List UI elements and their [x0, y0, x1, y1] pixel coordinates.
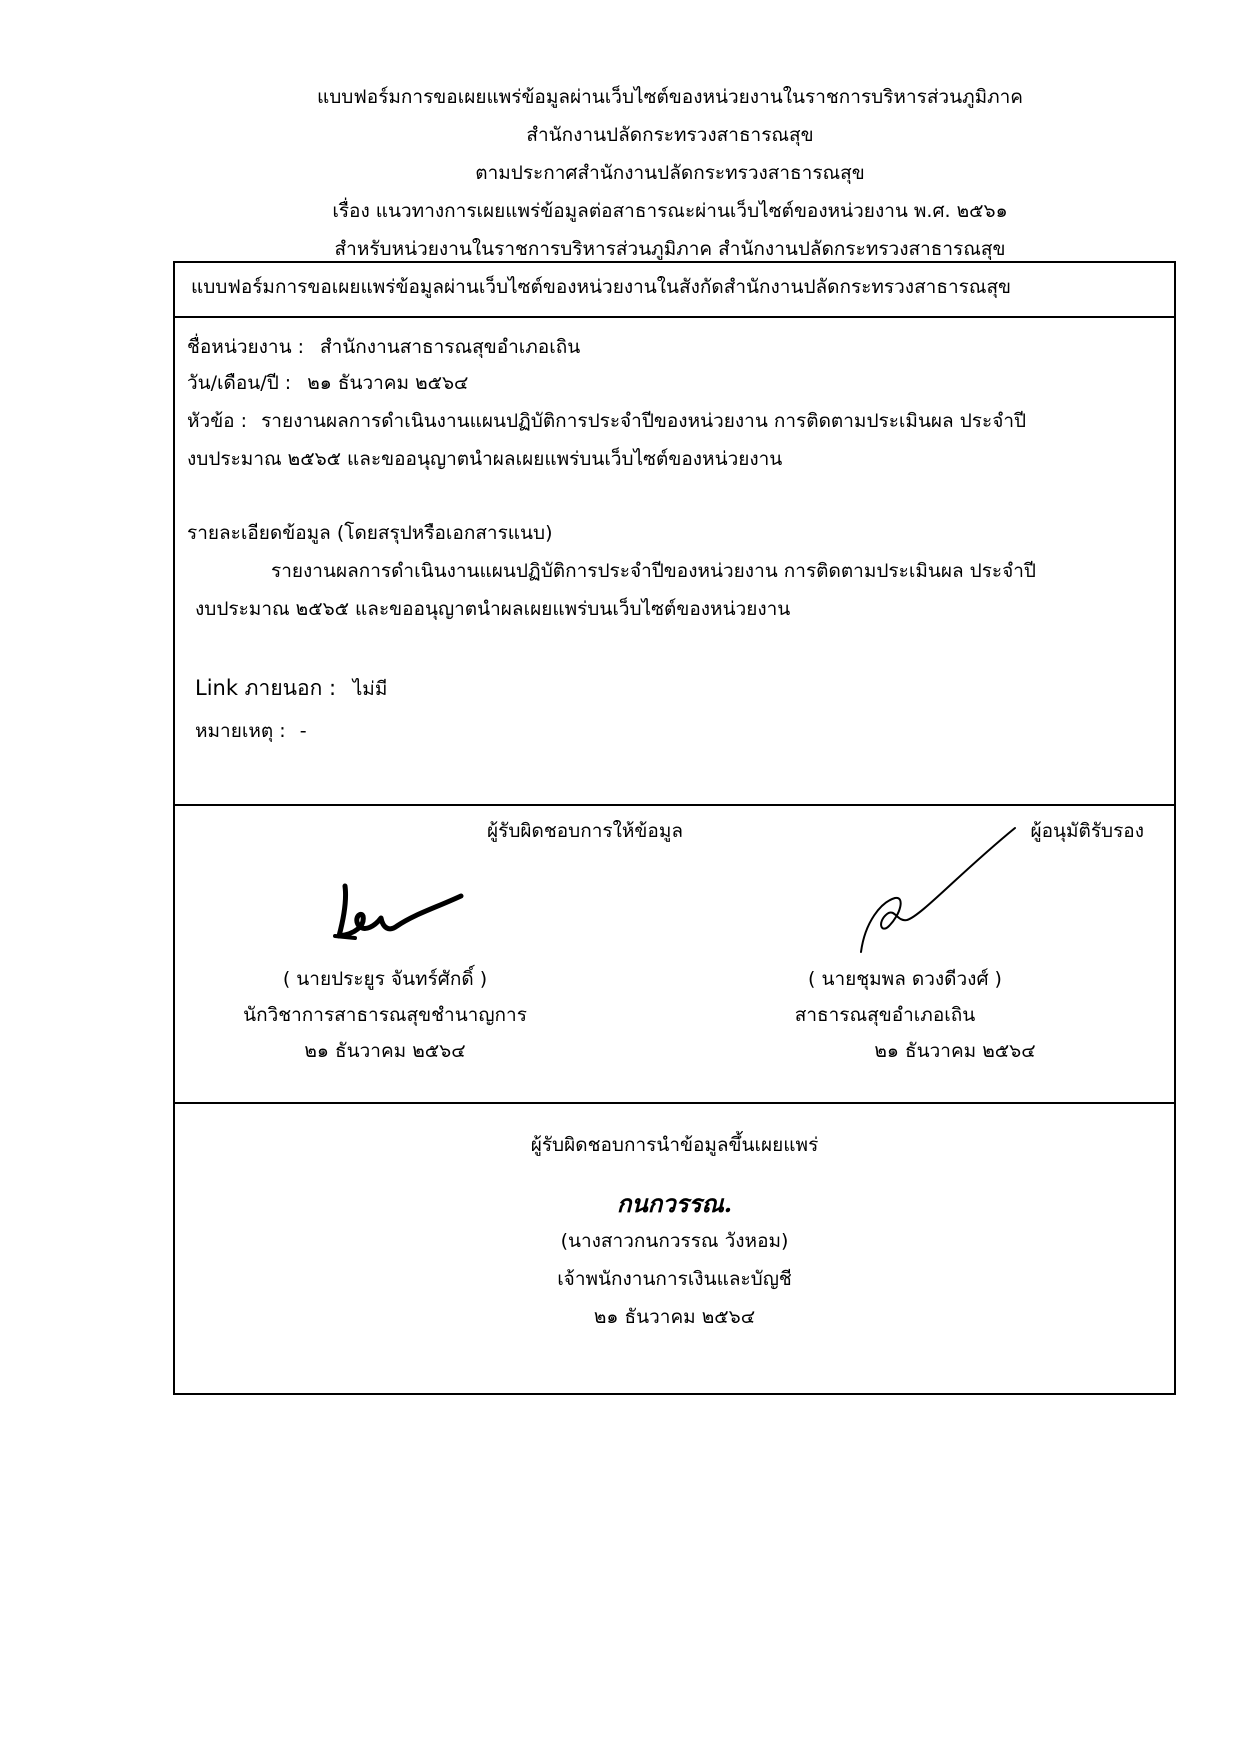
responsible-heading: ผู้รับผิดชอบการให้ข้อมูล: [487, 820, 683, 842]
subject-row: [187, 406, 1026, 436]
responsible-position: นักวิชาการสาธารณสุขชำนาญการ: [243, 1004, 527, 1026]
document-header: [170, 78, 1170, 268]
header-line-4: เรื่อง แนวทางการเผยแพร่ข้อมูลต่อสาธารณะผ่านเว็บไซต์ของหน่วยงาน พ.ศ. ๒๕๖๑: [332, 200, 1008, 222]
publisher-section: [175, 1104, 1174, 1393]
responsible-signature: [325, 856, 465, 946]
approver-heading: ผู้อนุมัติรับรอง: [1030, 820, 1144, 842]
agency-value: สำนักงานสาธารณสุขอำเภอเถิน: [320, 336, 581, 358]
note-value: -: [299, 720, 307, 742]
subject-label: หัวข้อ :: [187, 410, 248, 432]
publisher-signature: กนกวรรณ.: [616, 1189, 733, 1218]
header-line-5: สำหรับหน่วยงานในราชการบริหารส่วนภูมิภาค สำนักงานปลัดกระทรวงสาธารณสุข: [334, 238, 1006, 260]
detail-label: รายละเอียดข้อมูล (โดยสรุปหรือเอกสารแนบ): [187, 522, 553, 544]
approver-name: ( นายชุมพล ดวงดีวงศ์ ): [808, 968, 1002, 990]
subject-line-2: งบประมาณ ๒๕๖๕ และขออนุญาตนำผลเผยแพร่บนเว็บไซต์ของหน่วยงาน: [187, 448, 783, 470]
date-row: [187, 368, 468, 398]
link-row: [195, 672, 387, 705]
note-row: [195, 716, 307, 746]
agency-label: ชื่อหน่วยงาน :: [187, 336, 304, 358]
agency-row: [187, 332, 580, 362]
header-line-2: สำนักงานปลัดกระทรวงสาธารณสุข: [526, 124, 814, 146]
header-line-1: แบบฟอร์มการขอเผยแพร่ข้อมูลผ่านเว็บไซต์ของหน่วยงานในราชการบริหารส่วนภูมิภาค: [316, 86, 1024, 108]
publish-request-form: [173, 261, 1176, 1395]
info-section: [175, 318, 1174, 806]
responsible-date: ๒๑ ธันวาคม ๒๕๖๔: [304, 1040, 466, 1062]
publisher-position: เจ้าพนักงานการเงินและบัญชี: [557, 1268, 792, 1290]
detail-line-1: รายงานผลการดำเนินงานแผนปฏิบัติการประจำปีของหน่วยงาน การติดตามประเมินผล ประจำปี: [271, 560, 1036, 582]
form-title: แบบฟอร์มการขอเผยแพร่ข้อมูลผ่านเว็บไซต์ของหน่วยงานในสังกัดสำนักงานปลัดกระทรวงสาธารณสุข: [175, 263, 1174, 318]
approver-date: ๒๑ ธันวาคม ๒๕๖๔: [874, 1040, 1036, 1062]
approver-position: สาธารณสุขอำเภอเถิน: [794, 1004, 976, 1026]
note-label: หมายเหตุ :: [195, 720, 286, 742]
publisher-date: ๒๑ ธันวาคม ๒๕๖๔: [593, 1306, 756, 1328]
detail-line-2: งบประมาณ ๒๕๖๕ และขออนุญาตนำผลเผยแพร่บนเว็บไซต์ของหน่วยงาน: [195, 598, 791, 620]
publisher-name: (นางสาวกนกวรรณ วังหอม): [560, 1230, 789, 1252]
approver-signature: [851, 822, 1021, 962]
responsible-name: ( นายประยูร จันทร์ศักดิ์ ): [282, 968, 488, 990]
header-line-3: ตามประกาศสำนักงานปลัดกระทรวงสาธารณสุข: [475, 162, 865, 184]
subject-line-1: รายงานผลการดำเนินงานแผนปฏิบัติการประจำปีของหน่วยงาน การติดตามประเมินผล ประจำปี: [261, 410, 1027, 432]
date-label: วัน/เดือน/ปี :: [187, 372, 292, 394]
link-label: Link ภายนอก :: [195, 676, 337, 700]
publisher-heading: ผู้รับผิดชอบการนำข้อมูลขึ้นเผยแพร่: [530, 1134, 819, 1156]
date-value: ๒๑ ธันวาคม ๒๕๖๔: [307, 372, 469, 394]
link-value: ไม่มี: [352, 678, 388, 700]
signature-section: [175, 806, 1174, 1104]
